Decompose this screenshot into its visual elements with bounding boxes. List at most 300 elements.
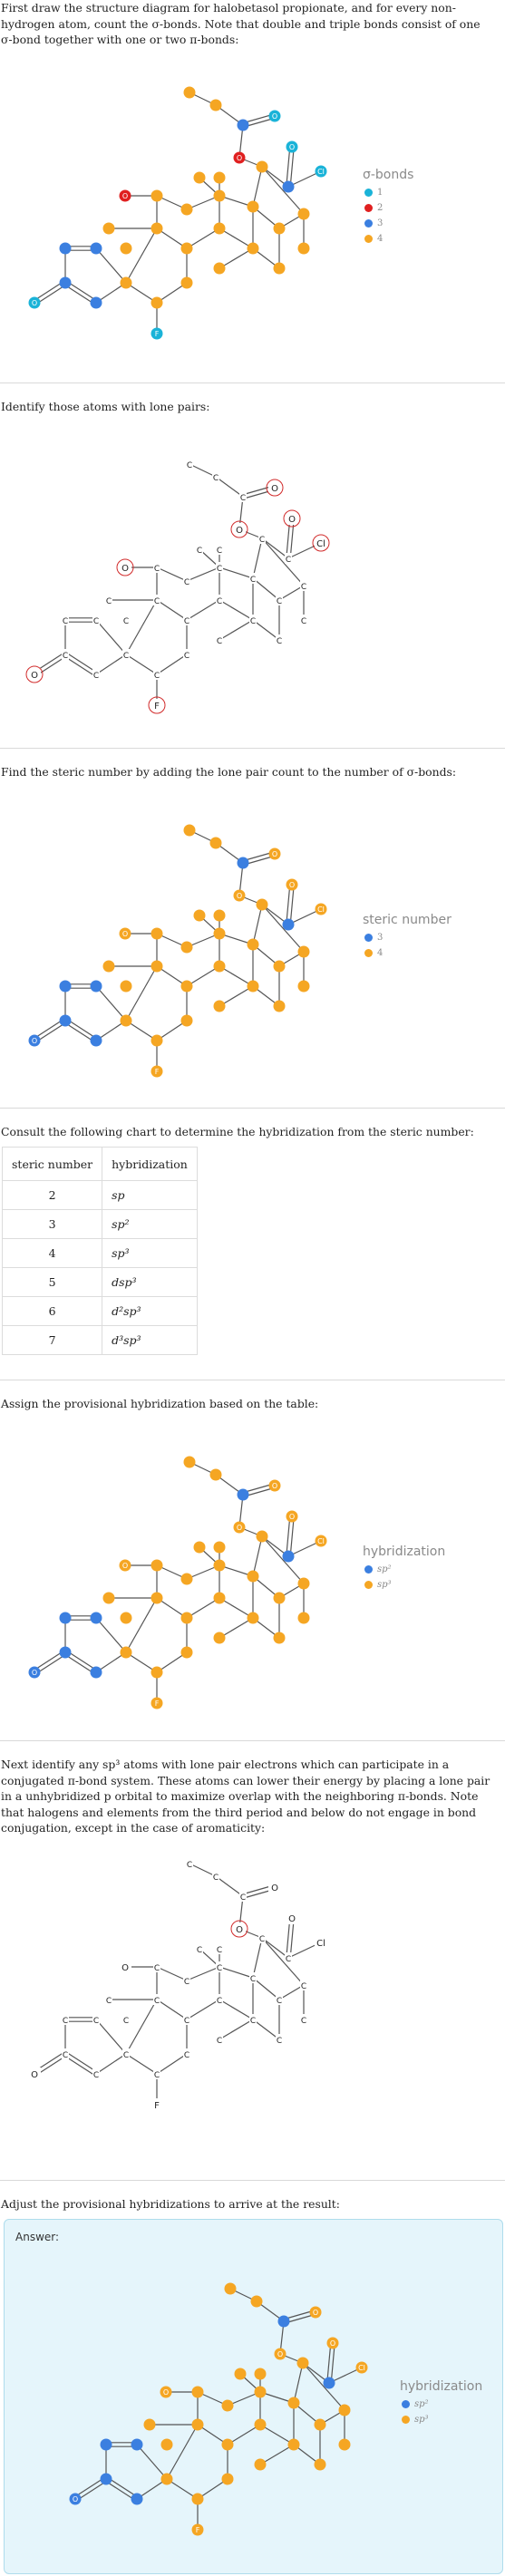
table-cell: 4 xyxy=(3,1239,102,1268)
bond-line xyxy=(253,578,279,600)
atom-node xyxy=(91,1667,102,1679)
atom-node xyxy=(214,190,226,202)
atom-label: O xyxy=(162,2388,170,2397)
legend-item: sp³ xyxy=(363,1577,445,1593)
atom-label: C xyxy=(239,494,247,503)
double-bond-line xyxy=(286,1516,290,1556)
atom-node xyxy=(181,1612,193,1624)
structure-diagram-lone-pairs xyxy=(9,422,354,731)
bond-line xyxy=(157,600,187,620)
atom-label: O xyxy=(72,2495,79,2503)
atom-label: F xyxy=(154,1700,160,1708)
atom-node xyxy=(214,928,226,940)
bond-line xyxy=(96,2019,126,2054)
atom-label: O xyxy=(121,1562,129,1570)
atom-label: Cl xyxy=(317,1537,325,1545)
table-cell: dsp³ xyxy=(102,1268,198,1297)
atom-node xyxy=(151,928,163,940)
legend-item: sp² xyxy=(363,1562,445,1577)
atom-label: O xyxy=(271,112,278,121)
bond-line xyxy=(126,1598,157,1652)
divider xyxy=(0,1108,505,1109)
atom-node xyxy=(60,243,72,255)
atom-node xyxy=(255,2387,267,2398)
atom-node xyxy=(283,1551,295,1563)
atom-label: C xyxy=(216,2037,223,2046)
bond-line xyxy=(262,1536,304,1583)
atom-node xyxy=(181,1574,193,1585)
atom-label: O xyxy=(271,1482,278,1490)
atom-label: C xyxy=(92,672,100,681)
atom-label: C xyxy=(105,597,112,606)
bond-line xyxy=(167,2425,198,2479)
table-header: hybridization xyxy=(102,1148,198,1181)
legend-item: sp² xyxy=(400,2397,482,2412)
atom-node xyxy=(235,2368,247,2380)
atom-label: C xyxy=(249,617,257,626)
atom-label: C xyxy=(122,2051,130,2060)
structure-diagram-steric-number xyxy=(9,789,354,1097)
atom-node xyxy=(151,961,163,973)
atom-node xyxy=(91,1035,102,1047)
bond-line xyxy=(303,2363,345,2410)
atom-label: O xyxy=(312,2309,319,2317)
atom-label: C xyxy=(258,1935,266,1944)
legend-title: hybridization xyxy=(400,2379,483,2394)
atom-node xyxy=(194,910,206,922)
atom-node xyxy=(255,2368,267,2380)
atom-label: C xyxy=(258,536,266,545)
atom-label: C xyxy=(92,2071,100,2080)
bond-line xyxy=(262,538,304,586)
atom-node xyxy=(274,961,286,973)
atom-node xyxy=(248,201,259,213)
bond-line xyxy=(294,2363,303,2403)
atom-label: C xyxy=(249,576,257,585)
atom-label: C xyxy=(196,547,203,556)
atom-node xyxy=(298,981,310,993)
atom-node xyxy=(214,1542,226,1554)
double-bond-line xyxy=(331,2343,335,2383)
bond-line xyxy=(253,620,279,640)
bond-line xyxy=(157,2000,187,2019)
atom-node xyxy=(298,1612,310,1624)
bond-line xyxy=(126,600,157,654)
atom-label: F xyxy=(195,2526,200,2534)
atom-label: O xyxy=(277,2350,284,2358)
legend-title: σ-bonds xyxy=(363,168,414,182)
atom-label: C xyxy=(285,556,292,565)
atom-node xyxy=(181,981,193,993)
atom-node xyxy=(274,1632,286,1644)
atom-label: C xyxy=(153,597,160,606)
atom-label: C xyxy=(153,672,160,681)
atom-node xyxy=(131,2494,143,2505)
atom-label: C xyxy=(216,637,223,646)
divider xyxy=(0,1740,505,1741)
double-bond-line xyxy=(327,2343,331,2383)
structure-diagram-conjugation xyxy=(9,1822,354,2130)
atom-node xyxy=(210,838,222,849)
atom-node xyxy=(257,899,268,911)
atom-label: O xyxy=(271,484,278,494)
atom-node xyxy=(121,1647,132,1659)
legend-item: 4 xyxy=(363,231,413,247)
bond-line xyxy=(157,1967,187,1980)
atom-label: C xyxy=(92,617,100,626)
atom-node xyxy=(255,2459,267,2471)
bond-line xyxy=(126,2000,157,2054)
atom-node xyxy=(222,2474,234,2485)
atom-node xyxy=(214,1632,226,1644)
atom-node xyxy=(192,2419,204,2431)
atom-node xyxy=(238,857,249,869)
bond-line xyxy=(96,2054,126,2074)
bond-line xyxy=(126,228,157,283)
bond-line xyxy=(96,1618,126,1652)
atom-label: C xyxy=(183,652,190,661)
table-cell: 5 xyxy=(3,1268,102,1297)
atom-node xyxy=(192,2494,204,2505)
atom-node xyxy=(315,2419,326,2431)
bond-line xyxy=(253,2019,279,2039)
bond-line xyxy=(216,477,243,497)
atom-label: F xyxy=(154,1068,160,1076)
atom-node xyxy=(257,161,268,173)
atom-label: Cl xyxy=(317,905,325,914)
atom-label: C xyxy=(153,2071,160,2080)
atom-label: O xyxy=(236,1925,243,1935)
atom-node xyxy=(222,2400,234,2412)
atom-label: C xyxy=(92,2017,100,2026)
atom-node xyxy=(181,1647,193,1659)
atom-label: C xyxy=(249,2017,257,2026)
legend-hybridization xyxy=(363,1545,445,1593)
atom-node xyxy=(248,1571,259,1583)
atom-node xyxy=(184,825,196,837)
atom-node xyxy=(151,1667,163,1679)
bond-line xyxy=(262,905,304,952)
atom-node xyxy=(288,2439,300,2451)
atom-label: C xyxy=(122,2017,130,2026)
atom-node xyxy=(222,2439,234,2451)
atom-label: C xyxy=(216,565,223,574)
legend-item: 3 xyxy=(363,216,413,231)
atom-label: C xyxy=(153,565,160,574)
bond-line xyxy=(96,248,126,283)
legend-item: 3 xyxy=(363,930,452,945)
atom-label: O xyxy=(31,2070,38,2080)
legend-title: steric number xyxy=(363,913,452,927)
bond-line xyxy=(157,2054,187,2074)
bond-line xyxy=(96,986,126,1021)
table-cell: 7 xyxy=(3,1326,102,1355)
divider xyxy=(0,748,505,749)
atom-node xyxy=(251,2296,263,2308)
atom-node xyxy=(60,1015,72,1027)
atom-label: O xyxy=(31,299,38,307)
atom-label: C xyxy=(300,1982,307,1991)
bond-line xyxy=(126,2054,157,2074)
atom-node xyxy=(339,2439,351,2451)
step-adjust-text: Adjust the provisional hybridizations to arrive at the result: xyxy=(1,2197,340,2211)
table-cell: d²sp³ xyxy=(102,1297,198,1326)
atom-label: C xyxy=(62,617,69,626)
atom-node xyxy=(297,2358,309,2369)
bond-line xyxy=(219,2000,253,2019)
legend-hybridization-answer xyxy=(400,2379,482,2427)
bond-line xyxy=(187,2000,219,2019)
bond-line xyxy=(262,1938,304,1985)
atom-label: O xyxy=(121,1963,129,1973)
table-cell: 2 xyxy=(3,1181,102,1210)
bond-line xyxy=(187,567,219,581)
bond-line xyxy=(157,652,190,674)
atom-label: C xyxy=(62,2017,69,2026)
atom-label: O xyxy=(288,143,296,151)
atom-label: C xyxy=(186,461,193,470)
intro-text: First draw the structure diagram for halobetasol propionate, and for every non-hydrogen atom, count the σ-bonds. Note that double and triple bonds consist of one σ-bond together with one or two π-bonds: xyxy=(1,1,481,46)
atom-node xyxy=(60,1647,72,1659)
bond-line xyxy=(219,1967,253,1978)
atom-node xyxy=(315,2459,326,2471)
atom-label: C xyxy=(62,2051,69,2060)
table-cell: 6 xyxy=(3,1297,102,1326)
double-bond-line xyxy=(290,885,294,925)
atom-label: C xyxy=(276,1997,283,2006)
atom-node xyxy=(248,981,259,993)
atom-node xyxy=(214,1593,226,1604)
atom-node xyxy=(181,942,193,954)
atom-node xyxy=(184,1457,196,1468)
atom-label: C xyxy=(216,1997,223,2006)
legend-title: hybridization xyxy=(363,1545,446,1559)
table-header: steric number xyxy=(3,1148,102,1181)
bond-line xyxy=(262,538,288,558)
atom-node xyxy=(121,277,132,289)
atom-node xyxy=(181,204,193,216)
table-row xyxy=(3,1297,198,1326)
atom-label: C xyxy=(300,2017,307,2026)
atom-node xyxy=(60,1612,72,1624)
bond-line xyxy=(189,464,216,477)
atom-node xyxy=(210,100,222,111)
table-cell: d³sp³ xyxy=(102,1326,198,1355)
bond-line xyxy=(126,966,157,1021)
bond-line xyxy=(219,2019,253,2039)
atom-node xyxy=(255,2419,267,2431)
atom-node xyxy=(214,961,226,973)
legend-item: 4 xyxy=(363,945,452,961)
atom-label: Cl xyxy=(358,2364,365,2372)
atom-label: C xyxy=(62,652,69,661)
atom-label: C xyxy=(183,2051,190,2060)
atom-label: C xyxy=(239,1893,247,1903)
atom-node xyxy=(339,2405,351,2416)
double-bond-line xyxy=(290,1516,294,1556)
atom-node xyxy=(184,87,196,99)
atom-label: C xyxy=(276,597,283,606)
atom-label: C xyxy=(300,583,307,592)
atom-label: C xyxy=(249,1975,257,1984)
atom-node xyxy=(238,120,249,131)
atom-node xyxy=(248,939,259,951)
atom-label: C xyxy=(183,1978,190,1987)
double-bond-line xyxy=(290,147,294,187)
atom-node xyxy=(151,190,163,202)
atom-node xyxy=(103,1593,115,1604)
bond-line xyxy=(96,620,126,654)
atom-label: O xyxy=(236,526,243,536)
atom-label: O xyxy=(121,192,129,200)
step-steric-text: Find the steric number by adding the lone pair count to the number of σ-bonds: xyxy=(1,765,457,779)
legend-steric-number xyxy=(363,913,452,961)
table-row xyxy=(3,1181,198,1210)
atom-node xyxy=(248,243,259,255)
bond-line xyxy=(219,600,253,620)
atom-node xyxy=(274,263,286,275)
answer-label: Answer: xyxy=(15,2231,60,2243)
bond-line xyxy=(253,167,262,207)
step-chart-text: Consult the following chart to determine the hybridization from the steric number: xyxy=(1,1125,474,1138)
atom-node xyxy=(194,172,206,184)
atom-label: C xyxy=(183,617,190,626)
atom-label: C xyxy=(300,617,307,626)
bond-line xyxy=(219,620,253,640)
double-bond-line xyxy=(286,147,290,187)
bond-line xyxy=(137,2445,167,2479)
atom-label: Cl xyxy=(316,1939,325,1949)
legend-item: 1 xyxy=(363,185,413,200)
atom-label: C xyxy=(216,1964,223,1973)
atom-node xyxy=(238,1489,249,1501)
atom-node xyxy=(194,1542,206,1554)
structure-diagram-answer xyxy=(50,2247,394,2555)
table-row xyxy=(3,1268,198,1297)
atom-label: O xyxy=(236,1524,243,1532)
atom-node xyxy=(274,223,286,235)
atom-label: O xyxy=(31,671,38,681)
atom-node xyxy=(192,2387,204,2398)
atom-node xyxy=(60,981,72,993)
structure-diagram-sigma-bonds xyxy=(9,51,354,359)
table-cell: sp xyxy=(102,1181,198,1210)
atom-node xyxy=(214,1001,226,1012)
atom-node xyxy=(91,297,102,309)
atom-node xyxy=(181,243,193,255)
bond-line xyxy=(189,1864,216,1876)
atom-label: Cl xyxy=(316,539,325,549)
atom-label: C xyxy=(196,1946,203,1955)
atom-label: C xyxy=(212,474,219,483)
bond-line xyxy=(262,167,304,214)
atom-node xyxy=(288,2397,300,2409)
table-row xyxy=(3,1210,198,1239)
atom-node xyxy=(91,243,102,255)
bond-line xyxy=(253,905,262,944)
bond-line xyxy=(157,567,187,581)
atom-node xyxy=(121,1015,132,1027)
atom-node xyxy=(214,1560,226,1572)
atom-node xyxy=(298,243,310,255)
atom-node xyxy=(101,2439,112,2451)
answer-box xyxy=(4,2219,503,2574)
atom-label: O xyxy=(31,1669,38,1677)
step-lone-pairs-text: Identify those atoms with lone pairs: xyxy=(1,400,210,413)
bond-line xyxy=(216,1876,243,1896)
structure-diagram-provisional xyxy=(9,1420,354,1729)
bond-line xyxy=(126,654,157,674)
atom-node xyxy=(121,243,132,255)
atom-node xyxy=(161,2439,173,2451)
atom-node xyxy=(283,919,295,931)
table-row xyxy=(3,1239,198,1268)
atom-label: C xyxy=(216,597,223,606)
atom-label: C xyxy=(186,1861,193,1870)
atom-label: O xyxy=(271,1884,278,1893)
atom-label: F xyxy=(154,330,160,338)
bond-line xyxy=(187,1967,219,1980)
atom-label: O xyxy=(329,2339,336,2348)
atom-node xyxy=(283,181,295,193)
atom-node xyxy=(121,981,132,993)
atom-node xyxy=(214,172,226,184)
atom-label: O xyxy=(288,515,296,525)
bond-line xyxy=(96,654,126,674)
atom-label: C xyxy=(216,547,223,556)
atom-label: O xyxy=(288,881,296,889)
atom-label: C xyxy=(122,617,130,626)
atom-label: C xyxy=(105,1997,112,2006)
bond-line xyxy=(253,1536,262,1576)
atom-label: O xyxy=(236,154,243,162)
atom-node xyxy=(91,981,102,993)
atom-node xyxy=(103,223,115,235)
atom-label: C xyxy=(285,1955,292,1964)
step-provisional-text: Assign the provisional hybridization based on the table: xyxy=(1,1397,319,1410)
atom-label: Cl xyxy=(317,168,325,176)
atom-node xyxy=(151,1560,163,1572)
atom-node xyxy=(324,2377,335,2389)
atom-node xyxy=(274,1001,286,1012)
atom-node xyxy=(131,2439,143,2451)
atom-node xyxy=(144,2419,156,2431)
hybridization-table xyxy=(2,1147,198,1355)
atom-node xyxy=(214,910,226,922)
table-cell: 3 xyxy=(3,1210,102,1239)
atom-node xyxy=(103,961,115,973)
atom-node xyxy=(214,263,226,275)
atom-node xyxy=(181,1015,193,1027)
table-cell: sp² xyxy=(102,1210,198,1239)
atom-label: C xyxy=(276,637,283,646)
atom-label: C xyxy=(216,1946,223,1955)
atom-node xyxy=(60,277,72,289)
atom-node xyxy=(161,2474,173,2485)
atom-node xyxy=(257,1531,268,1543)
atom-node xyxy=(151,1593,163,1604)
atom-label: F xyxy=(154,2101,160,2111)
bond-line xyxy=(216,565,253,578)
atom-label: C xyxy=(183,2017,190,2026)
atom-node xyxy=(121,1612,132,1624)
atom-node xyxy=(298,208,310,220)
atom-node xyxy=(274,1593,286,1604)
atom-node xyxy=(210,1469,222,1481)
atom-label: C xyxy=(153,1997,160,2006)
atom-label: O xyxy=(288,1914,296,1924)
atom-node xyxy=(91,1612,102,1624)
